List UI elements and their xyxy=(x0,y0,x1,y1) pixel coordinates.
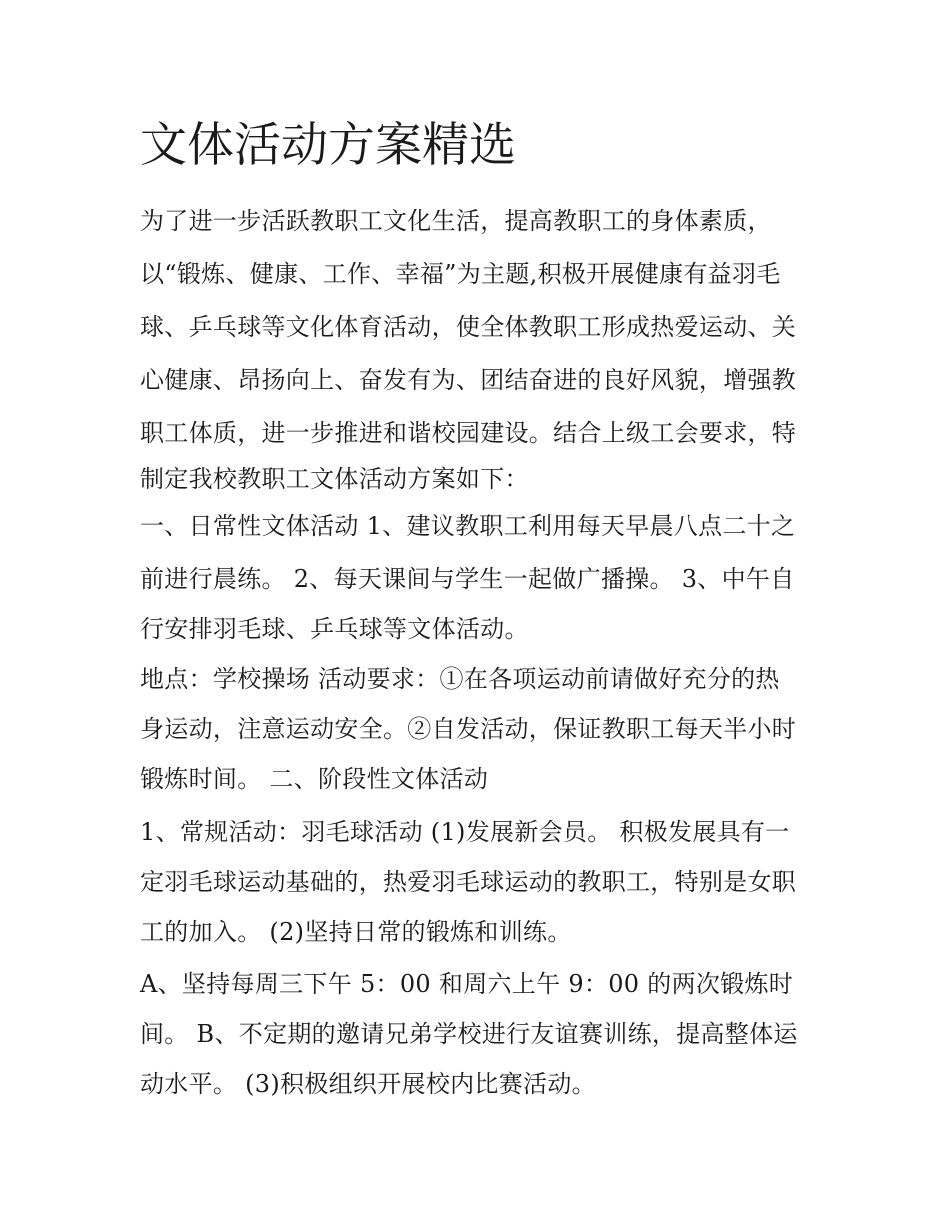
text-line: 一、日常性文体活动 1、建议教职工利用每天早晨八点二十之 xyxy=(140,512,796,540)
text-line: 以“锻炼、健康、工作、幸福”为主题,积极开展健康有益羽毛 xyxy=(140,260,781,288)
text-line: 制定我校教职工文体活动方案如下： xyxy=(140,465,529,493)
text-line: 地点：学校操场 活动要求：①在各项运动前请做好充分的热 xyxy=(140,665,780,693)
text-line: 定羽毛球运动基础的，热爱羽毛球运动的教职工，特别是女职 xyxy=(140,868,797,896)
text-line: 1、常规活动：羽毛球活动 (1)发展新会员。 积极发展具有一 xyxy=(140,818,790,846)
text-line: 为了进一步活跃教职工文化生活，提高教职工的身体素质， xyxy=(140,207,772,235)
text-line: 动水平。 (3)积极组织开展校内比赛活动。 xyxy=(140,1070,596,1098)
text-line: 前进行晨练。 2、每天课间与学生一起做广播操。 3、中午自 xyxy=(140,565,795,593)
text-line: 锻炼时间。 二、阶段性文体活动 xyxy=(140,765,489,793)
text-line: A、坚持每周三下午 5：00 和周六上午 9：00 的两次锻炼时 xyxy=(140,970,794,998)
text-line: 职工体质，进一步推进和谐校园建设。结合上级工会要求，特 xyxy=(140,419,797,447)
document-title: 文体活动方案精选 xyxy=(140,118,516,173)
text-line: 行安排羽毛球、乒乓球等文体活动。 xyxy=(140,615,529,643)
text-line: 球、乒乓球等文化体育活动，使全体教职工形成热爱运动、关 xyxy=(140,313,797,341)
text-line: 工的加入。 (2)坚持日常的锻炼和训练。 xyxy=(140,918,572,946)
text-line: 心健康、昂扬向上、奋发有为、团结奋进的良好风貌，增强教 xyxy=(140,366,797,394)
text-line: 身运动，注意运动安全。②自发活动，保证教职工每天半小时 xyxy=(140,715,797,743)
text-line: 间。 B、不定期的邀请兄弟学校进行友谊赛训练，提高整体运 xyxy=(140,1020,798,1048)
